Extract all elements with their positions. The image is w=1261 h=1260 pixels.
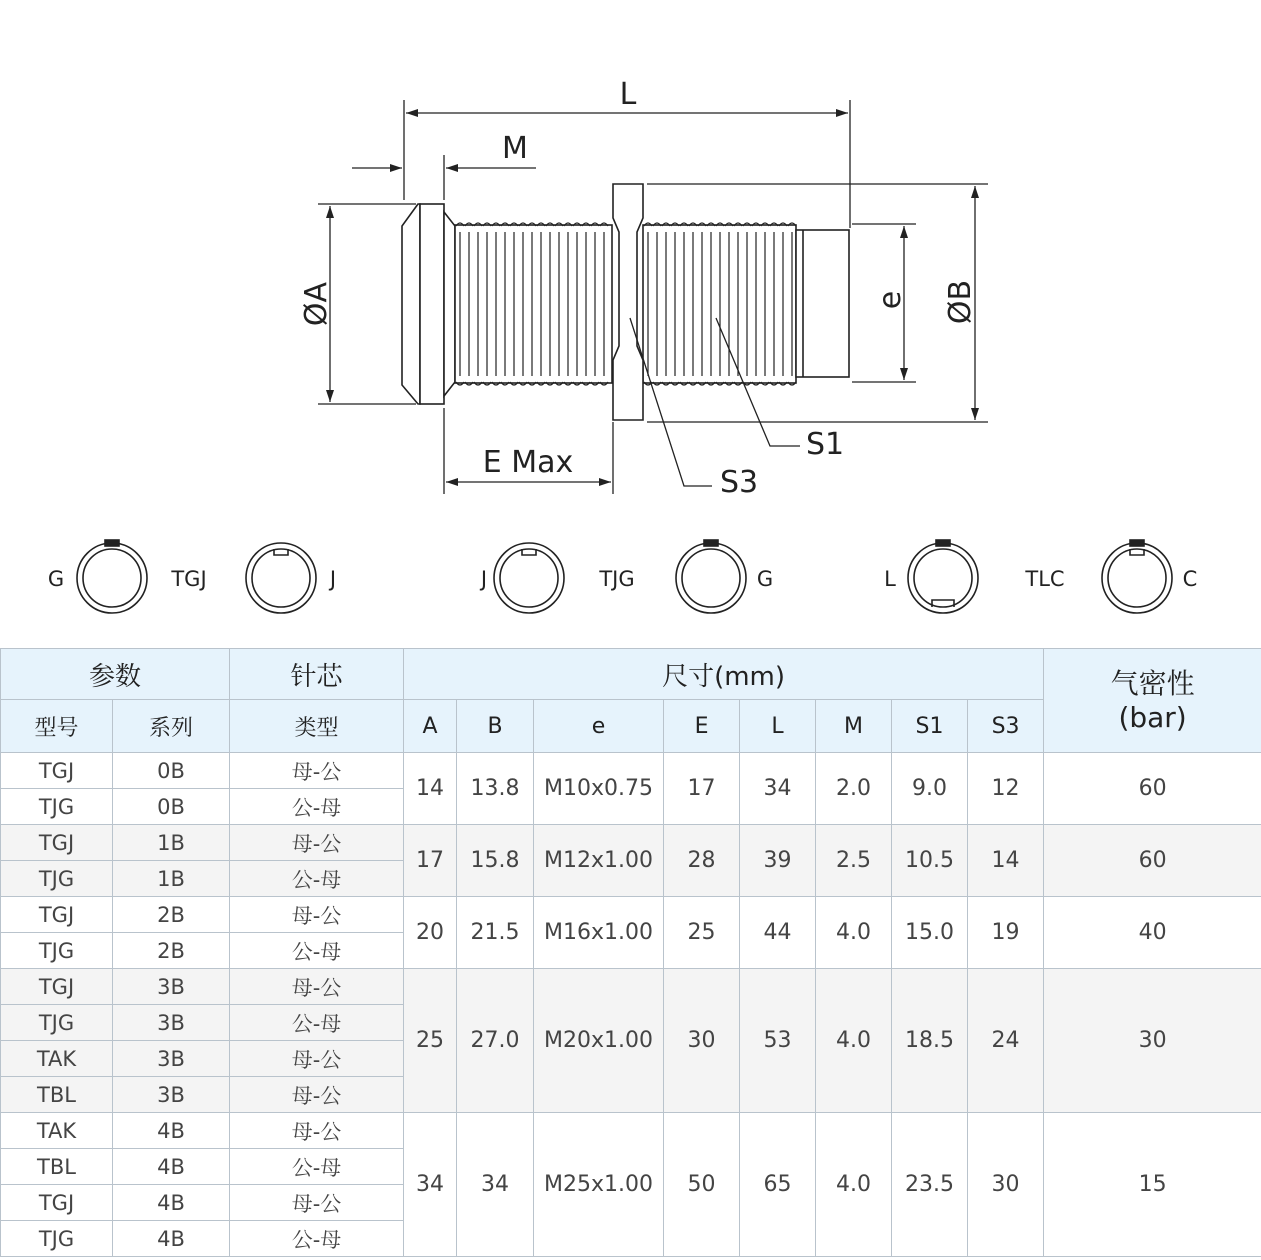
dim-label-e: e bbox=[873, 290, 908, 310]
cell-e: M16x1.00 bbox=[534, 897, 664, 969]
cell-type: 母-公 bbox=[230, 753, 404, 789]
cell-model: TGJ bbox=[1, 1185, 113, 1221]
table-row bbox=[1, 969, 1261, 1005]
header-airtight-line1: 气密性 bbox=[1110, 666, 1195, 700]
keying-3-left: L bbox=[884, 567, 896, 591]
keying-2-mid: TJG bbox=[599, 567, 635, 591]
cell-type: 母-公 bbox=[230, 1077, 404, 1113]
header-B: B bbox=[457, 700, 534, 753]
cell-series: 0B bbox=[113, 789, 230, 825]
header-type: 类型 bbox=[230, 700, 404, 753]
cell-model: TJG bbox=[1, 1221, 113, 1257]
dim-label-B: ØB bbox=[943, 279, 978, 325]
dim-label-emax: E Max bbox=[482, 445, 574, 480]
keying-1-left: G bbox=[47, 567, 65, 591]
cell-type: 公-母 bbox=[230, 1005, 404, 1041]
dim-label-A: ØA bbox=[299, 281, 334, 327]
cell-m: 4.0 bbox=[816, 969, 892, 1113]
keying-1-right: J bbox=[329, 567, 337, 591]
cell-b: 15.8 bbox=[457, 825, 534, 897]
cell-model: TJG bbox=[1, 933, 113, 969]
cell-model: TGJ bbox=[1, 825, 113, 861]
header-series: 系列 bbox=[113, 700, 230, 753]
cell-series: 1B bbox=[113, 861, 230, 897]
cell-a: 14 bbox=[404, 753, 457, 825]
cell-model: TAK bbox=[1, 1113, 113, 1149]
cell-series: 1B bbox=[113, 825, 230, 861]
cell-m: 4.0 bbox=[816, 897, 892, 969]
keying-3-mid: TLC bbox=[1025, 567, 1065, 591]
cell-s1: 15.0 bbox=[892, 897, 968, 969]
cell-model: TGJ bbox=[1, 969, 113, 1005]
keying-1-mid: TGJ bbox=[171, 567, 207, 591]
table-row bbox=[1, 1113, 1261, 1149]
cell-airtight: 60 bbox=[1044, 825, 1261, 897]
cell-s3: 24 bbox=[968, 969, 1044, 1113]
header-pin: 针芯 bbox=[230, 649, 404, 700]
cell-type: 母-公 bbox=[230, 1185, 404, 1221]
cell-s3: 14 bbox=[968, 825, 1044, 897]
dimension-labels bbox=[299, 77, 978, 500]
dim-label-S1: S1 bbox=[806, 427, 845, 462]
cell-a: 20 bbox=[404, 897, 457, 969]
cell-series: 4B bbox=[113, 1185, 230, 1221]
cell-airtight: 15 bbox=[1044, 1113, 1261, 1257]
cell-model: TJG bbox=[1, 1005, 113, 1041]
header-L: L bbox=[740, 700, 816, 753]
cell-e: M10x0.75 bbox=[534, 753, 664, 825]
cell-l: 65 bbox=[740, 1113, 816, 1257]
dim-label-M: M bbox=[502, 131, 528, 166]
spec-table-body bbox=[1, 753, 1261, 1257]
cell-m: 2.5 bbox=[816, 825, 892, 897]
keying-3-right: C bbox=[1182, 567, 1198, 591]
cell-model: TJG bbox=[1, 789, 113, 825]
cell-e: 28 bbox=[664, 825, 740, 897]
cell-b: 27.0 bbox=[457, 969, 534, 1113]
cell-type: 公-母 bbox=[230, 933, 404, 969]
cell-series: 2B bbox=[113, 933, 230, 969]
cell-series: 4B bbox=[113, 1149, 230, 1185]
cell-e: 17 bbox=[664, 753, 740, 825]
cell-series: 4B bbox=[113, 1113, 230, 1149]
cell-e: 50 bbox=[664, 1113, 740, 1257]
cell-series: 3B bbox=[113, 1005, 230, 1041]
cell-l: 53 bbox=[740, 969, 816, 1113]
cell-model: TAK bbox=[1, 1041, 113, 1077]
header-E: E bbox=[664, 700, 740, 753]
cell-m: 2.0 bbox=[816, 753, 892, 825]
cell-series: 4B bbox=[113, 1221, 230, 1257]
cell-series: 3B bbox=[113, 969, 230, 1005]
table-row bbox=[1, 897, 1261, 933]
cell-e: M20x1.00 bbox=[534, 969, 664, 1113]
keying-2-left: J bbox=[480, 567, 488, 591]
header-airtight bbox=[1044, 649, 1261, 753]
cell-b: 13.8 bbox=[457, 753, 534, 825]
cell-a: 34 bbox=[404, 1113, 457, 1257]
header-e: e bbox=[534, 700, 664, 753]
cell-type: 母-公 bbox=[230, 1041, 404, 1077]
cell-s3: 30 bbox=[968, 1113, 1044, 1257]
cell-type: 母-公 bbox=[230, 825, 404, 861]
cell-s3: 12 bbox=[968, 753, 1044, 825]
cell-model: TBL bbox=[1, 1149, 113, 1185]
cell-type: 公-母 bbox=[230, 1221, 404, 1257]
cell-type: 公-母 bbox=[230, 1149, 404, 1185]
cell-series: 3B bbox=[113, 1077, 230, 1113]
cell-type: 母-公 bbox=[230, 969, 404, 1005]
cell-type: 母-公 bbox=[230, 1113, 404, 1149]
header-model: 型号 bbox=[1, 700, 113, 753]
header-airtight-line2: (bar) bbox=[1118, 700, 1187, 734]
cell-series: 2B bbox=[113, 897, 230, 933]
cell-type: 母-公 bbox=[230, 897, 404, 933]
cell-s1: 9.0 bbox=[892, 753, 968, 825]
cell-type: 公-母 bbox=[230, 789, 404, 825]
cell-s1: 23.5 bbox=[892, 1113, 968, 1257]
dim-label-S3: S3 bbox=[720, 465, 759, 500]
cell-l: 39 bbox=[740, 825, 816, 897]
cell-s3: 19 bbox=[968, 897, 1044, 969]
table-row bbox=[1, 825, 1261, 861]
header-M: M bbox=[816, 700, 892, 753]
header-S1: S1 bbox=[892, 700, 968, 753]
spec-table bbox=[0, 648, 1261, 1257]
header-A: A bbox=[404, 700, 457, 753]
cell-b: 21.5 bbox=[457, 897, 534, 969]
keying-2-right: G bbox=[756, 567, 774, 591]
cell-model: TGJ bbox=[1, 753, 113, 789]
cell-a: 17 bbox=[404, 825, 457, 897]
cell-l: 34 bbox=[740, 753, 816, 825]
cell-e: 25 bbox=[664, 897, 740, 969]
cell-e: M12x1.00 bbox=[534, 825, 664, 897]
header-param: 参数 bbox=[1, 649, 230, 700]
cell-b: 34 bbox=[457, 1113, 534, 1257]
header-size: 尺寸(mm) bbox=[404, 649, 1044, 700]
cell-type: 公-母 bbox=[230, 861, 404, 897]
cell-e: M25x1.00 bbox=[534, 1113, 664, 1257]
keying-labels bbox=[48, 567, 1197, 591]
dim-label-L: L bbox=[619, 77, 637, 112]
cell-s1: 10.5 bbox=[892, 825, 968, 897]
cell-model: TGJ bbox=[1, 897, 113, 933]
cell-a: 25 bbox=[404, 969, 457, 1113]
cell-airtight: 40 bbox=[1044, 897, 1261, 969]
cell-e: 30 bbox=[664, 969, 740, 1113]
cell-airtight: 60 bbox=[1044, 753, 1261, 825]
cell-s1: 18.5 bbox=[892, 969, 968, 1113]
cell-model: TJG bbox=[1, 861, 113, 897]
cell-airtight: 30 bbox=[1044, 969, 1261, 1113]
cell-l: 44 bbox=[740, 897, 816, 969]
cell-m: 4.0 bbox=[816, 1113, 892, 1257]
table-row bbox=[1, 753, 1261, 789]
cell-model: TBL bbox=[1, 1077, 113, 1113]
cell-series: 3B bbox=[113, 1041, 230, 1077]
header-S3: S3 bbox=[968, 700, 1044, 753]
cell-series: 0B bbox=[113, 753, 230, 789]
